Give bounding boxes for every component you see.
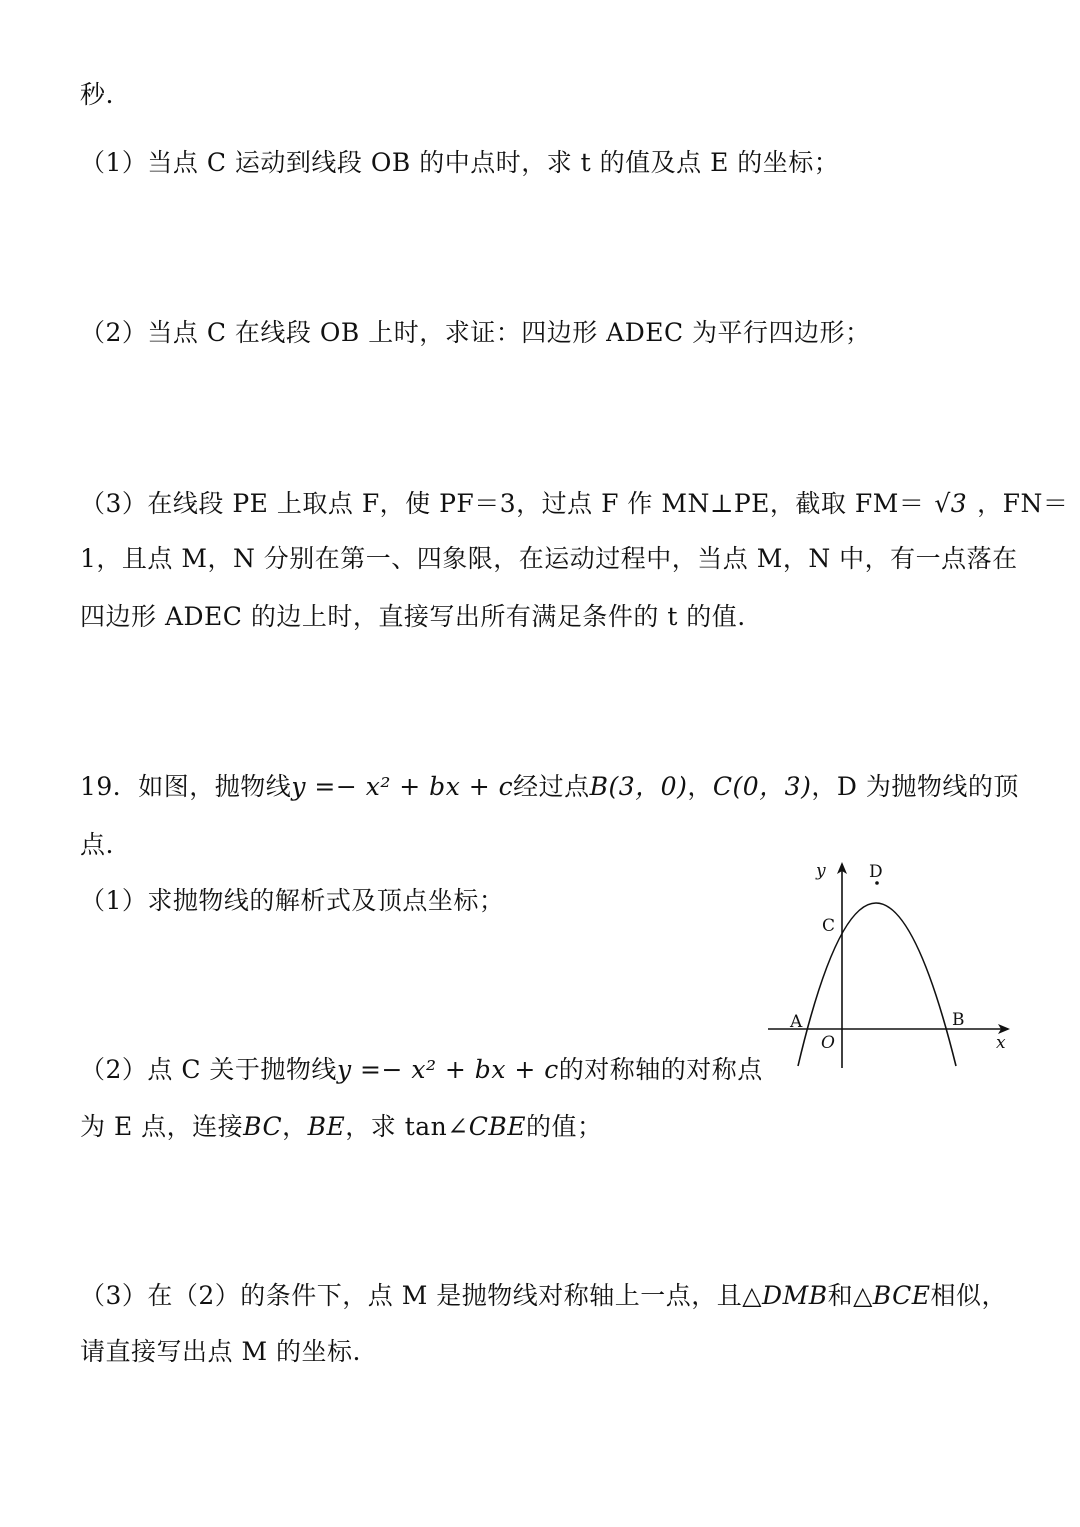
triangle-dmb: DMB xyxy=(762,1281,828,1310)
q19-line2: 点. xyxy=(80,830,114,859)
q19-mid: 经过点 xyxy=(513,772,590,801)
q19-line1 xyxy=(80,770,1019,804)
q18-part1: （1）当点 C 运动到线段 OB 的中点时，求 t 的值及点 E 的坐标； xyxy=(80,148,840,177)
y-axis-label: y xyxy=(816,861,826,881)
q19-part2-prefix: （2）点 C 关于抛物线 xyxy=(80,1055,337,1084)
q19-comma: ， xyxy=(687,772,713,801)
q19-part3-line2: 请直接写出点 M 的坐标. xyxy=(80,1337,361,1366)
q18-part3-line2: 1，且点 M，N 分别在第一、四象限，在运动过程中，当点 M，N 中，有一点落在 xyxy=(80,544,1018,573)
origin-label: O xyxy=(821,1033,835,1053)
sqrt3-expression: √3 xyxy=(934,489,968,518)
q19-prefix: 19．如图，抛物线 xyxy=(80,772,292,801)
q19-part2-text-b: ，求 tan∠ xyxy=(345,1112,469,1141)
q19-part3-text-c: 相似， xyxy=(930,1281,1008,1310)
q19-suffix: ，D 为抛物线的顶 xyxy=(811,772,1019,801)
q18-part3-line1 xyxy=(80,487,1068,521)
segment-be: BE xyxy=(307,1112,346,1141)
q18-part3-text-a: （3）在线段 PE 上取点 F，使 PF＝3，过点 F 作 MN⊥PE，截取 FM＝ xyxy=(80,489,925,518)
q19-part2-text-a: 为 E 点，连接 xyxy=(80,1112,244,1141)
q18-part3-text-b: ，FN＝ xyxy=(977,489,1069,518)
q19-point-b: B(3，0) xyxy=(589,772,688,801)
q19-part2-line2 xyxy=(80,1110,602,1144)
q19-part3-text-b: 和△ xyxy=(827,1281,873,1310)
parabola-figure xyxy=(762,850,1020,1076)
q18-part2: （2）当点 C 在线段 OB 上时，求证：四边形 ADEC 为平行四边形； xyxy=(80,318,871,347)
angle-cbe: CBE xyxy=(468,1112,526,1141)
q18-part3-line3: 四边形 ADEC 的边上时，直接写出所有满足条件的 t 的值. xyxy=(80,602,746,631)
point-c-label: C xyxy=(822,916,836,936)
x-axis-label: x xyxy=(996,1033,1006,1053)
q19-part2-suffix: 的对称轴的对称点 xyxy=(558,1055,763,1084)
q19-part3-text-a: （3）在（2）的条件下，点 M 是抛物线对称轴上一点，且△ xyxy=(80,1281,763,1310)
q19-equation: y =− x² + bx + c xyxy=(291,772,514,801)
triangle-bce: BCE xyxy=(872,1281,931,1310)
q19-part1: （1）求抛物线的解析式及顶点坐标； xyxy=(80,886,505,915)
point-d-label: D xyxy=(869,862,883,882)
q19-part2-sep: ， xyxy=(282,1112,308,1141)
q19-part3-line1 xyxy=(80,1279,1007,1313)
point-a-label: A xyxy=(790,1012,803,1032)
q19-point-c: C(0，3) xyxy=(712,772,812,801)
q19-part2-equation: y =− x² + bx + c xyxy=(336,1055,559,1084)
q19-part2-line1 xyxy=(80,1053,763,1087)
segment-bc: BC xyxy=(243,1112,283,1141)
q19-part2-text-c: 的值； xyxy=(525,1112,603,1141)
continuation-text: 秒. xyxy=(80,80,114,109)
point-b-label: B xyxy=(952,1010,965,1030)
